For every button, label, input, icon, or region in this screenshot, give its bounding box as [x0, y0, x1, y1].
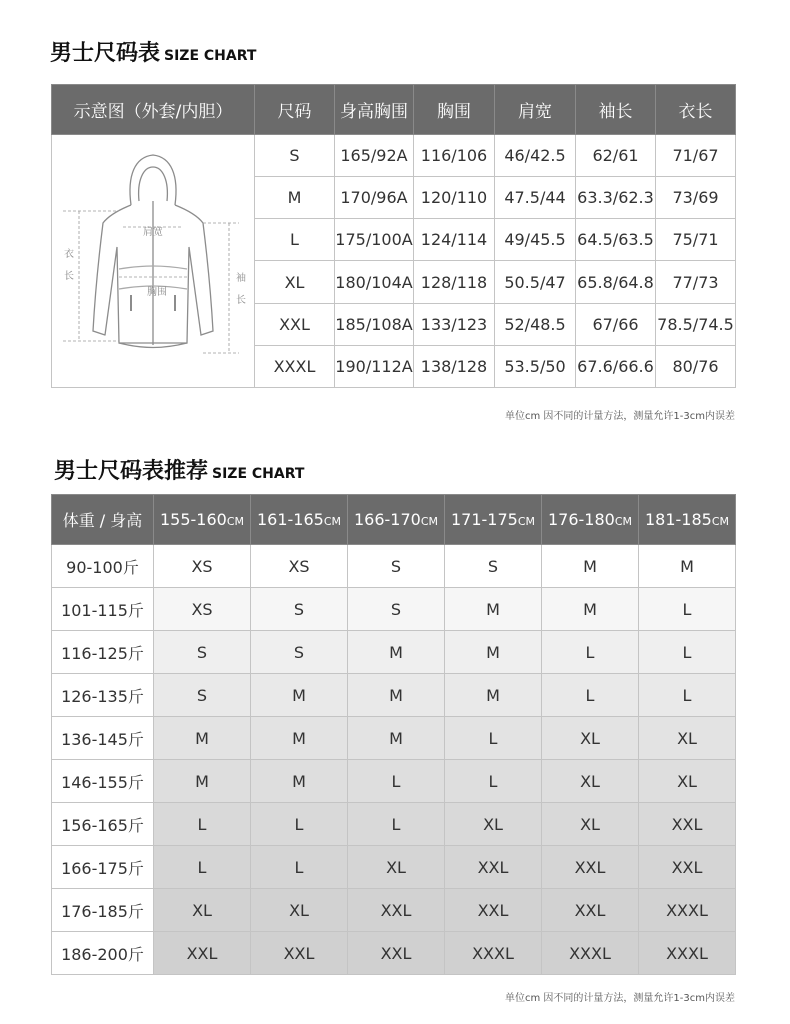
shoulder-label: 肩宽	[143, 227, 163, 238]
length-cell: 73/69	[656, 177, 736, 219]
recommended-size-cell: M	[251, 760, 348, 803]
height-range-value: 176-180	[547, 510, 615, 529]
sleeve-cell: 67/66	[576, 303, 656, 345]
shoulder-cell: 53.5/50	[495, 345, 576, 387]
recommended-size-cell: M	[251, 674, 348, 717]
chest-cell: 128/118	[414, 261, 495, 303]
table-row	[52, 631, 736, 674]
shoulder-cell: 49/45.5	[495, 219, 576, 261]
recommended-size-cell: XXXL	[542, 932, 639, 975]
height-unit: CM	[420, 515, 439, 528]
recommended-size-cell: L	[542, 674, 639, 717]
recommended-size-cell: XXL	[639, 803, 736, 846]
recommend-table	[51, 494, 736, 975]
recommended-size-cell: M	[154, 760, 251, 803]
recommended-size-cell: XL	[639, 760, 736, 803]
recommended-size-cell: XXL	[251, 932, 348, 975]
recommended-size-cell: XXL	[154, 932, 251, 975]
length-cell: 80/76	[656, 345, 736, 387]
height-chest-cell: 170/96A	[335, 177, 414, 219]
size-chart-title-cn: 男士尺码表	[50, 41, 161, 66]
recommended-size-cell: L	[639, 631, 736, 674]
table-row	[52, 932, 736, 975]
recommended-size-cell: XXXL	[639, 889, 736, 932]
sleeve-label-1: 袖	[236, 273, 246, 284]
weight-range-cell: 101-115斤	[52, 588, 154, 631]
height-chest-cell: 180/104A	[335, 261, 414, 303]
recommend-title-en: SIZE CHART	[212, 466, 305, 482]
size-chart-header-row	[52, 85, 736, 135]
recommended-size-cell: M	[348, 631, 445, 674]
header-height-range	[154, 495, 251, 545]
chest-cell: 124/114	[414, 219, 495, 261]
recommended-size-cell: XL	[639, 717, 736, 760]
header-size: 尺码	[255, 85, 335, 135]
header-chest: 胸围	[414, 85, 495, 135]
size-chart-title	[50, 36, 256, 67]
recommended-size-cell: M	[542, 545, 639, 588]
sleeve-cell: 63.3/62.3	[576, 177, 656, 219]
weight-range-cell: 146-155斤	[52, 760, 154, 803]
recommended-size-cell: XS	[154, 545, 251, 588]
size-cell: XL	[255, 261, 335, 303]
header-height-range	[348, 495, 445, 545]
recommended-size-cell: M	[348, 717, 445, 760]
table-row	[52, 717, 736, 760]
weight-range-cell: 116-125斤	[52, 631, 154, 674]
header-length: 衣长	[656, 85, 736, 135]
recommended-size-cell: L	[542, 631, 639, 674]
recommended-size-cell: M	[542, 588, 639, 631]
table-row	[52, 135, 736, 177]
length-cell: 75/71	[656, 219, 736, 261]
recommended-size-cell: M	[251, 717, 348, 760]
shoulder-cell: 50.5/47	[495, 261, 576, 303]
recommended-size-cell: S	[348, 588, 445, 631]
recommended-size-cell: XXXL	[445, 932, 542, 975]
size-cell: S	[255, 135, 335, 177]
recommended-size-cell: XL	[445, 803, 542, 846]
length-cell: 77/73	[656, 261, 736, 303]
table-row	[52, 545, 736, 588]
shoulder-cell: 52/48.5	[495, 303, 576, 345]
recommended-size-cell: L	[348, 803, 445, 846]
weight-range-cell: 186-200斤	[52, 932, 154, 975]
header-height-range	[639, 495, 736, 545]
recommended-size-cell: XL	[251, 889, 348, 932]
recommended-size-cell: M	[154, 717, 251, 760]
header-weight-height: 体重 / 身高	[52, 495, 154, 545]
header-sleeve: 袖长	[576, 85, 656, 135]
recommended-size-cell: L	[639, 588, 736, 631]
size-chart-table	[51, 84, 736, 388]
recommend-title-cn: 男士尺码表推荐	[54, 459, 209, 484]
height-range-value: 155-160	[159, 510, 227, 529]
recommended-size-cell: XXXL	[639, 932, 736, 975]
chest-cell: 133/123	[414, 303, 495, 345]
size-cell: XXL	[255, 303, 335, 345]
recommended-size-cell: XXL	[445, 846, 542, 889]
length-label-2: 长	[64, 271, 74, 282]
recommended-size-cell: XS	[251, 545, 348, 588]
height-unit: CM	[323, 515, 342, 528]
height-chest-cell: 185/108A	[335, 303, 414, 345]
sleeve-cell: 64.5/63.5	[576, 219, 656, 261]
recommended-size-cell: L	[445, 760, 542, 803]
recommended-size-cell: L	[639, 674, 736, 717]
height-range-value: 166-170	[353, 510, 421, 529]
weight-range-cell: 90-100斤	[52, 545, 154, 588]
size-chart-title-en: SIZE CHART	[164, 48, 257, 64]
jacket-diagram	[52, 135, 255, 388]
length-cell: 78.5/74.5	[656, 303, 736, 345]
recommended-size-cell: XXL	[445, 889, 542, 932]
header-shoulder: 肩宽	[495, 85, 576, 135]
recommended-size-cell: L	[348, 760, 445, 803]
recommended-size-cell: L	[251, 803, 348, 846]
weight-range-cell: 166-175斤	[52, 846, 154, 889]
size-cell: XXXL	[255, 345, 335, 387]
recommend-title	[54, 454, 304, 485]
weight-range-cell: 136-145斤	[52, 717, 154, 760]
recommended-size-cell: XL	[542, 803, 639, 846]
recommended-size-cell: M	[348, 674, 445, 717]
recommended-size-cell: XXL	[639, 846, 736, 889]
recommended-size-cell: XXL	[348, 889, 445, 932]
table-row	[52, 846, 736, 889]
table-row	[52, 674, 736, 717]
recommended-size-cell: L	[445, 717, 542, 760]
header-height-range	[251, 495, 348, 545]
chest-cell: 116/106	[414, 135, 495, 177]
weight-range-cell: 176-185斤	[52, 889, 154, 932]
size-chart-note: 单位cm 因不同的计量方法，测量允许1-3cm内误差	[505, 411, 735, 422]
recommended-size-cell: XXL	[542, 846, 639, 889]
shoulder-cell: 47.5/44	[495, 177, 576, 219]
height-chest-cell: 165/92A	[335, 135, 414, 177]
recommended-size-cell: S	[251, 631, 348, 674]
recommended-size-cell: XXL	[348, 932, 445, 975]
sleeve-cell: 67.6/66.6	[576, 345, 656, 387]
table-row	[52, 588, 736, 631]
weight-range-cell: 126-135斤	[52, 674, 154, 717]
recommended-size-cell: M	[639, 545, 736, 588]
recommended-size-cell: XL	[542, 717, 639, 760]
length-label-1: 衣	[64, 249, 74, 260]
chest-cell: 120/110	[414, 177, 495, 219]
recommended-size-cell: XS	[154, 588, 251, 631]
recommend-note: 单位cm 因不同的计量方法，测量允许1-3cm内误差	[505, 993, 735, 1004]
recommended-size-cell: S	[154, 674, 251, 717]
sleeve-cell: 62/61	[576, 135, 656, 177]
weight-range-cell: 156-165斤	[52, 803, 154, 846]
recommended-size-cell: XL	[542, 760, 639, 803]
size-cell: M	[255, 177, 335, 219]
table-row	[52, 803, 736, 846]
recommended-size-cell: XXL	[542, 889, 639, 932]
recommend-header-row	[52, 495, 736, 545]
chest-label: 胸围	[147, 287, 167, 298]
recommended-size-cell: S	[348, 545, 445, 588]
height-range-value: 181-185	[644, 510, 712, 529]
height-unit: CM	[614, 515, 633, 528]
jacket-illustration-icon	[53, 135, 253, 383]
height-unit: CM	[226, 515, 245, 528]
recommended-size-cell: M	[445, 674, 542, 717]
table-row	[52, 760, 736, 803]
recommended-size-cell: S	[251, 588, 348, 631]
recommended-size-cell: XL	[348, 846, 445, 889]
recommended-size-cell: M	[445, 588, 542, 631]
height-chest-cell: 190/112A	[335, 345, 414, 387]
recommended-size-cell: L	[154, 846, 251, 889]
header-height-range	[542, 495, 639, 545]
recommended-size-cell: S	[154, 631, 251, 674]
recommended-size-cell: S	[445, 545, 542, 588]
height-chest-cell: 175/100A	[335, 219, 414, 261]
recommended-size-cell: L	[154, 803, 251, 846]
height-unit: CM	[517, 515, 536, 528]
chest-cell: 138/128	[414, 345, 495, 387]
table-row	[52, 889, 736, 932]
length-cell: 71/67	[656, 135, 736, 177]
height-range-value: 161-165	[256, 510, 324, 529]
recommended-size-cell: L	[251, 846, 348, 889]
header-height-chest: 身高胸围	[335, 85, 414, 135]
height-unit: CM	[711, 515, 730, 528]
recommended-size-cell: XL	[154, 889, 251, 932]
shoulder-cell: 46/42.5	[495, 135, 576, 177]
sleeve-label-2: 长	[236, 295, 246, 306]
recommended-size-cell: M	[445, 631, 542, 674]
header-diagram: 示意图（外套/内胆）	[52, 85, 255, 135]
height-range-value: 171-175	[450, 510, 518, 529]
header-height-range	[445, 495, 542, 545]
sleeve-cell: 65.8/64.8	[576, 261, 656, 303]
size-cell: L	[255, 219, 335, 261]
